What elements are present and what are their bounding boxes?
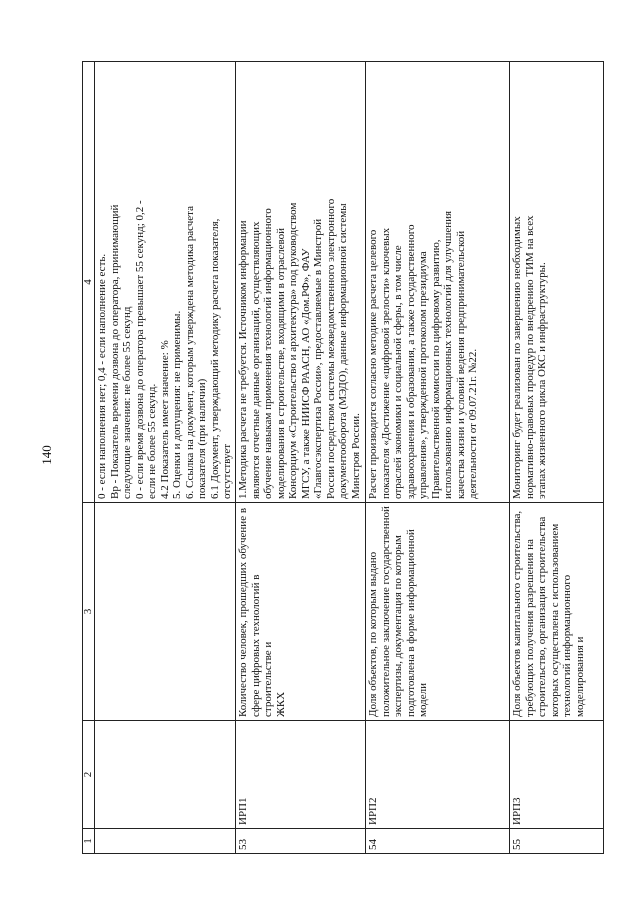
text-line: управления», утвержденной протоколом президиума (417, 251, 429, 499)
row-methodology (366, 62, 510, 503)
text-line: подготовлена в форме информационной модели (404, 529, 429, 717)
row-code (95, 721, 236, 829)
row-methodology (95, 62, 236, 503)
row-indicator-name (236, 503, 366, 721)
row-number: 53 (236, 829, 366, 854)
text-line: Расчет производится согласно методике расчета целевого (367, 229, 379, 499)
text-line: Количество человек, прошедших обучение в (237, 507, 249, 717)
text-line: этапах жизненного цикла ОКС и инфраструктуры. (536, 262, 548, 499)
text-line: которых осуществлена с использованием (548, 523, 561, 717)
row-code: ИРП3 (510, 721, 604, 829)
text-line: отраслей экономики и социальной сферы, в том числе (392, 245, 404, 499)
page-number: 140 (39, 445, 54, 465)
row-indicator-name (510, 503, 604, 721)
text-line: показателя «Достижение «цифровой зрелости» ключевых (379, 227, 392, 499)
text-line: использованию информационных технологий для улучшения (442, 210, 454, 499)
row-number: 54 (366, 829, 510, 854)
text-line: Мониторинг будет реализован по завершению необходимых (511, 216, 523, 499)
row-methodology (236, 62, 366, 503)
text-line: строительство, организация строительства (536, 516, 548, 717)
row-number: 55 (510, 829, 604, 854)
text-line: 0 - если время дозвона до оператора превышает 55 секунд; 0,2 - (133, 200, 146, 499)
text-line: 4.2 Показатель имеет значение: % (158, 340, 171, 499)
text-line: Консорциум «Строительство и архитектура» под руководством (287, 202, 299, 499)
text-line: обучение навыкам применения технологий информационного (262, 208, 274, 499)
text-line: здравоохранения и образования, а также государственного (404, 224, 417, 499)
table-row-54 (366, 62, 510, 854)
text-line: 6.1 Документ, утверждающий методику расчета показателя, (208, 218, 221, 499)
text-line: ЖКХ (274, 691, 287, 717)
row-indicator-name (95, 503, 236, 721)
text-line: следующие значения: не более 55 секунд (121, 306, 133, 499)
table-row-53 (236, 62, 366, 854)
text-line: деятельности от 09.07.21г. №22. (467, 348, 479, 499)
text-line: документооборота (МЭДО), данные информационной системы (337, 203, 349, 499)
header-col-2: 2 (83, 721, 95, 829)
text-line: «Главгосэкспертиза России», предоставляемые в Минстрой (312, 218, 324, 499)
text-line: Доля объектов, по которым выдано (367, 551, 379, 717)
text-line: сфере цифровых технологий в строительстве и (249, 574, 274, 717)
text-line: требующих получения разрешения на (523, 539, 536, 717)
text-line: технологий информационного моделирования и (561, 574, 586, 717)
text-line: являются отчетные данные организаций, осуществляющих (249, 221, 262, 499)
row-number (95, 829, 236, 854)
text-line: 0 - если наполнения нет; 0,4 - если наполнение есть. (96, 253, 108, 499)
text-line: Минстроя России. (349, 413, 362, 499)
text-line: нормативно-правовых процедур по внедрению ТИМ на всех (523, 215, 536, 499)
row-methodology (510, 62, 604, 503)
row-code: ИРП1 (236, 721, 366, 829)
text-line: качества жизни и условий ведения предпринимательской (454, 230, 467, 499)
text-line: моделирования в строительстве, входящими в отраслевой (274, 227, 287, 499)
indicator-table (82, 61, 604, 854)
text-line: если не более 55 секунд. (146, 383, 158, 499)
header-col-4: 4 (83, 62, 95, 503)
row-indicator-name (366, 503, 510, 721)
text-line: показателя (при наличии) (196, 378, 208, 499)
text-line: Доля объектов капитального строительства, (511, 510, 523, 717)
text-line: 5. Оценки и допущения: не применимы. (171, 310, 183, 499)
text-line: экспертизы, документация по которым (392, 535, 404, 717)
text-line: МГСУ, а также НИИСФ РААСН, АО «Дом.РФ», ФАУ (299, 248, 312, 499)
text-line: Правительственной комиссии по цифровому развитию, (429, 239, 442, 499)
text-line: Вр - Показатель времени дозвона до оператора, принимающий (108, 204, 121, 499)
text-line: положительное заключение государственной (379, 506, 392, 717)
text-line: России посредством системы межведомственного электронного (324, 198, 337, 499)
table-header-row (83, 62, 95, 854)
header-col-3: 3 (83, 503, 95, 721)
text-line: отсутствует (221, 443, 233, 499)
text-line: 6. Ссылка на документ, которым утверждена методика расчета (183, 206, 196, 499)
table-row-55 (510, 62, 604, 854)
table-row-continuation (95, 62, 236, 854)
text-line: 1.Методика расчета не требуется. Источником информации (237, 220, 249, 499)
row-code: ИРП2 (366, 721, 510, 829)
header-col-1: 1 (83, 829, 95, 854)
